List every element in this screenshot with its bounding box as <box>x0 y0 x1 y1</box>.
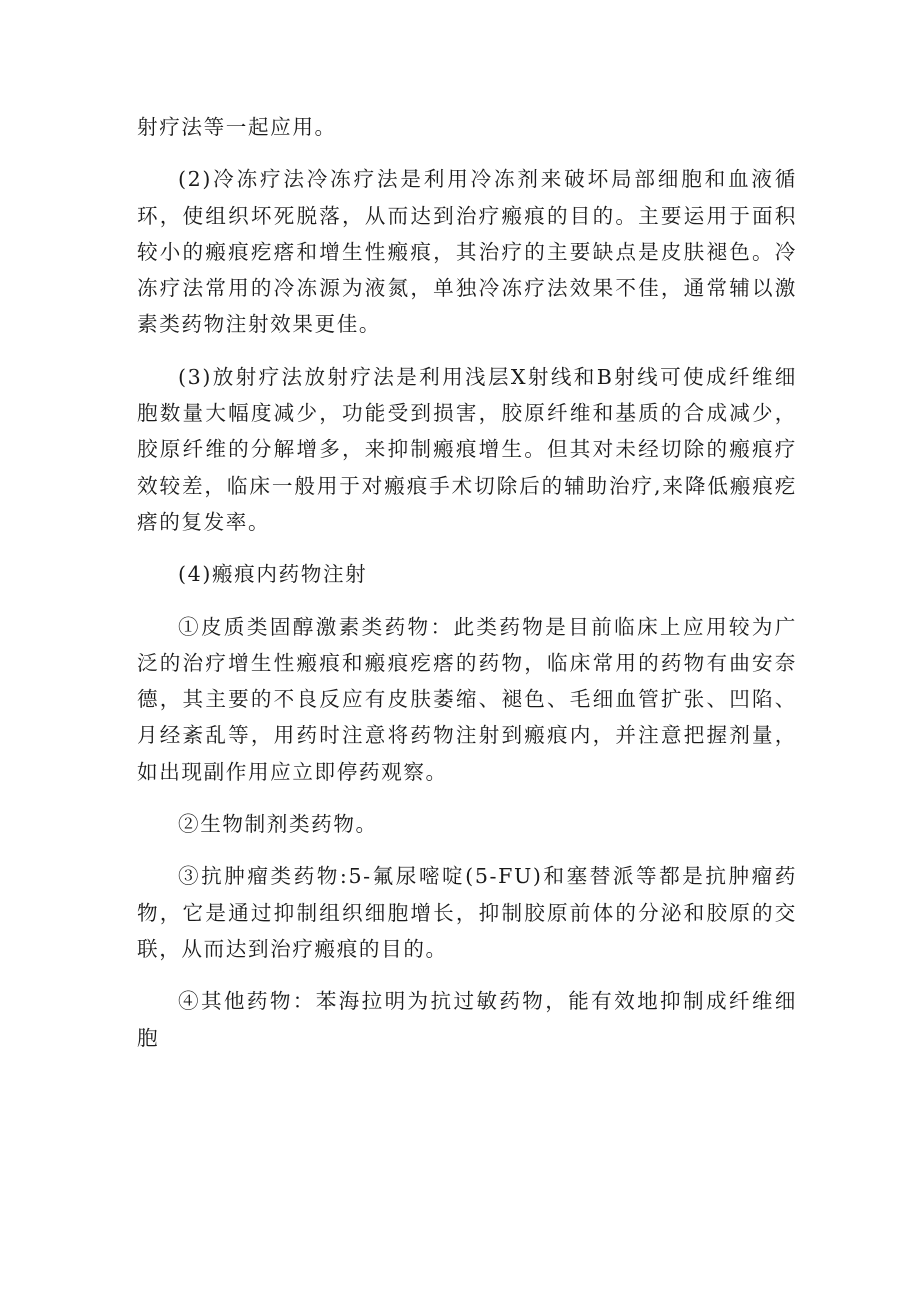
paragraph-other-drugs: ④其他药物：苯海拉明为抗过敏药物，能有效地抑制成纤维细胞 <box>137 989 797 1050</box>
paragraph-cryotherapy: (2)冷冻疗法冷冻疗法是利用冷冻剂来破坏局部细胞和血液循环，使组织坏死脱落，从而达到治疗瘢痕的目的。主要运用于面积较小的瘢痕疙瘩和增生性瘢痕，其治疗的主要缺点是皮肤褪色。冷冻疗法常用的冷冻源为液氮，单独冷冻疗法效果不佳，通常辅以激素类药物注射效果更佳。 <box>137 167 797 337</box>
paragraph-heading-injection: (4)瘢痕内药物注射 <box>178 562 368 587</box>
paragraph-radiotherapy: (3)放射疗法放射疗法是利用浅层X射线和B射线可使成纤维细胞数量大幅度减少，功能受到损害，胶原纤维和基质的合成减少，胶原纤维的分解增多，来抑制瘢痕增生。但其对未经切除的瘢痕疗效较差，临床一般用于对瘢痕手术切除后的辅助治疗,来降低瘢痕疙瘩的复发率。 <box>137 364 797 534</box>
paragraph-antitumor: ③抗肿瘤类药物:5-氟尿嘧啶(5-FU)和塞替派等都是抗肿瘤药物，它是通过抑制组织细胞增长，抑制胶原前体的分泌和胶原的交联，从而达到治疗瘢痕的目的。 <box>137 864 797 961</box>
document-body <box>137 109 797 1056</box>
paragraph-biologics: ②生物制剂类药物。 <box>178 812 378 837</box>
paragraph-continuation: 射疗法等一起应用。 <box>137 115 337 139</box>
paragraph-corticosteroid: ①皮质类固醇激素类药物：此类药物是目前临床上应用较为广泛的治疗增生性瘢痕和瘢痕疙瘩的药物，临床常用的药物有曲安奈德，其主要的不良反应有皮肤萎缩、褪色、毛细血管扩张、凹陷、月经紊乱等，用药时注意将药物注射到瘢痕内，并注意把握剂量，如出现副作用应立即停药观察。 <box>137 614 797 784</box>
